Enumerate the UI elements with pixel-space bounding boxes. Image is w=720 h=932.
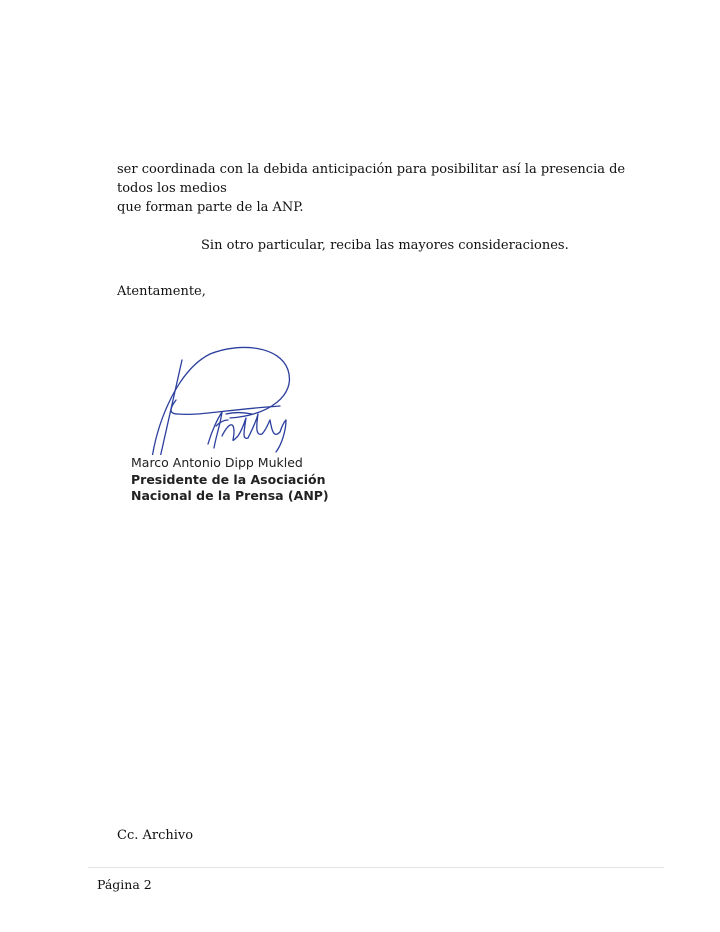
closing-text: Atentamente, [117, 284, 206, 299]
paragraph-1-line-2: que forman parte de la ANP. [117, 200, 304, 215]
signatory-name: Marco Antonio Dipp Mukled [131, 455, 303, 470]
handwritten-signature [130, 340, 320, 455]
page-number: Página 2 [97, 877, 152, 892]
signature-block [130, 340, 329, 510]
signatory-title-line-1: Presidente de la Asociación [131, 472, 326, 487]
footer-divider [88, 867, 664, 868]
paragraph-1-line-1: ser coordinada con la debida anticipación para posibilitar así la presencia de todos los medios [117, 162, 626, 196]
cc-line: Cc. Archivo [117, 828, 194, 843]
body-paragraph-1 [117, 160, 662, 217]
body-paragraph-2: Sin otro particular, reciba las mayores consideraciones. [201, 238, 569, 253]
signatory-title-line-2: Nacional de la Prensa (ANP) [131, 488, 329, 503]
